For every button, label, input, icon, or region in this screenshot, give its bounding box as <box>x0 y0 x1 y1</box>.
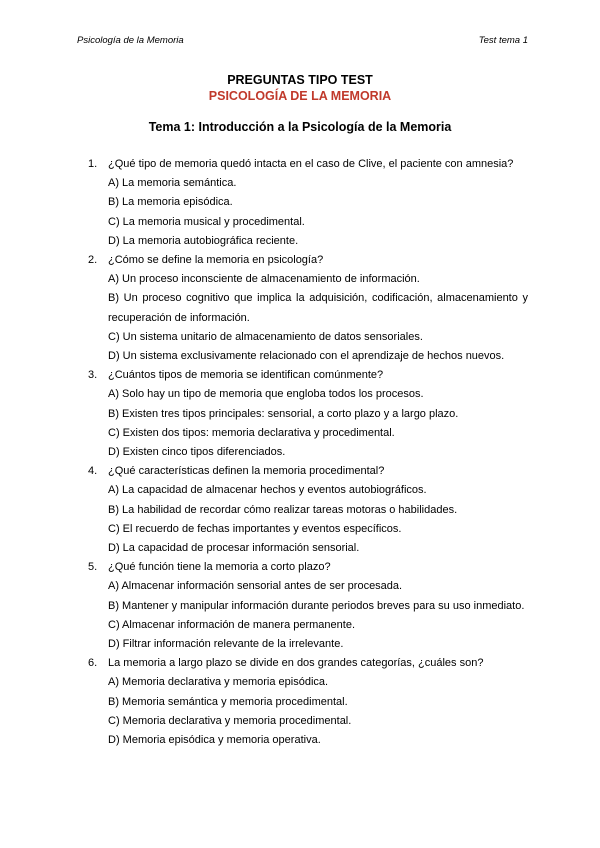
option-d: D) Existen cinco tipos diferenciados. <box>108 446 286 459</box>
option-d: D) Memoria episódica y memoria operativa. <box>108 734 321 747</box>
option-d: D) Filtrar información relevante de la irrelevante. <box>108 638 344 651</box>
header-left: Psicología de la Memoria <box>77 35 184 46</box>
option-c: C) La memoria musical y procedimental. <box>108 215 305 228</box>
question-item <box>88 462 528 558</box>
title-block <box>0 72 600 135</box>
question-number: 3. <box>88 369 98 382</box>
question-text: ¿Cuántos tipos de memoria se identifican comúnmente? <box>108 369 384 382</box>
question-number: 4. <box>88 465 98 478</box>
option-c: C) Un sistema unitario de almacenamiento de datos sensoriales. <box>108 330 423 343</box>
option-c: C) El recuerdo de fechas importantes y eventos específicos. <box>108 522 402 535</box>
question-item <box>88 251 528 366</box>
option-b: B) La memoria episódica. <box>108 196 233 209</box>
subject-title: PSICOLOGÍA DE LA MEMORIA <box>208 89 392 103</box>
question-item <box>88 366 528 462</box>
question-number: 1. <box>88 158 98 170</box>
question-number: 2. <box>88 254 98 267</box>
question-item <box>88 155 528 251</box>
main-title: PREGUNTAS TIPO TEST <box>227 73 373 87</box>
option-c: C) Memoria declarativa y memoria procedimental. <box>108 714 352 727</box>
option-b: B) La habilidad de recordar cómo realizar tareas motoras o habilidades. <box>108 503 458 516</box>
option-b: B) Un proceso cognitivo que implica la adquisición, codificación, almacenamiento y recuperación de información. <box>108 292 528 324</box>
question-text: ¿Qué características definen la memoria procedimental? <box>108 465 385 478</box>
question-list <box>88 155 528 750</box>
question-item <box>88 558 528 654</box>
option-a: A) Solo hay un tipo de memoria que engloba todos los procesos. <box>108 388 424 401</box>
question-number: 6. <box>88 657 98 670</box>
option-d: D) Un sistema exclusivamente relacionado con el aprendizaje de hechos nuevos. <box>108 350 505 363</box>
option-c: C) Existen dos tipos: memoria declarativa y procedimental. <box>108 426 395 439</box>
question-text: ¿Qué función tiene la memoria a corto plazo? <box>108 561 331 574</box>
topic-title: Tema 1: Introducción a la Psicología de la Memoria <box>148 120 452 134</box>
question-text: ¿Qué tipo de memoria quedó intacta en el caso de Clive, el paciente con amnesia? <box>108 158 514 170</box>
option-a: A) La capacidad de almacenar hechos y eventos autobiográficos. <box>108 484 427 497</box>
question-item <box>88 654 528 750</box>
option-d: D) La capacidad de procesar información sensorial. <box>108 542 360 555</box>
option-d: D) La memoria autobiográfica reciente. <box>108 234 299 247</box>
option-b: B) Existen tres tipos principales: sensorial, a corto plazo y a largo plazo. <box>108 407 459 420</box>
option-c: C) Almacenar información de manera permanente. <box>108 618 356 631</box>
question-text: ¿Cómo se define la memoria en psicología? <box>108 254 324 267</box>
question-text: La memoria a largo plazo se divide en dos grandes categorías, ¿cuáles son? <box>108 657 484 670</box>
page-header <box>77 35 528 46</box>
option-a: A) Un proceso inconsciente de almacenamiento de información. <box>108 273 420 286</box>
option-b: B) Mantener y manipular información durante periodos breves para su uso inmediato. <box>108 599 525 612</box>
question-number: 5. <box>88 561 98 574</box>
option-a: A) La memoria semántica. <box>108 177 237 190</box>
option-b: B) Memoria semántica y memoria procedimental. <box>108 695 348 708</box>
option-a: A) Almacenar información sensorial antes de ser procesada. <box>108 580 403 593</box>
option-a: A) Memoria declarativa y memoria episódica. <box>108 676 329 689</box>
header-right: Test tema 1 <box>478 35 528 46</box>
